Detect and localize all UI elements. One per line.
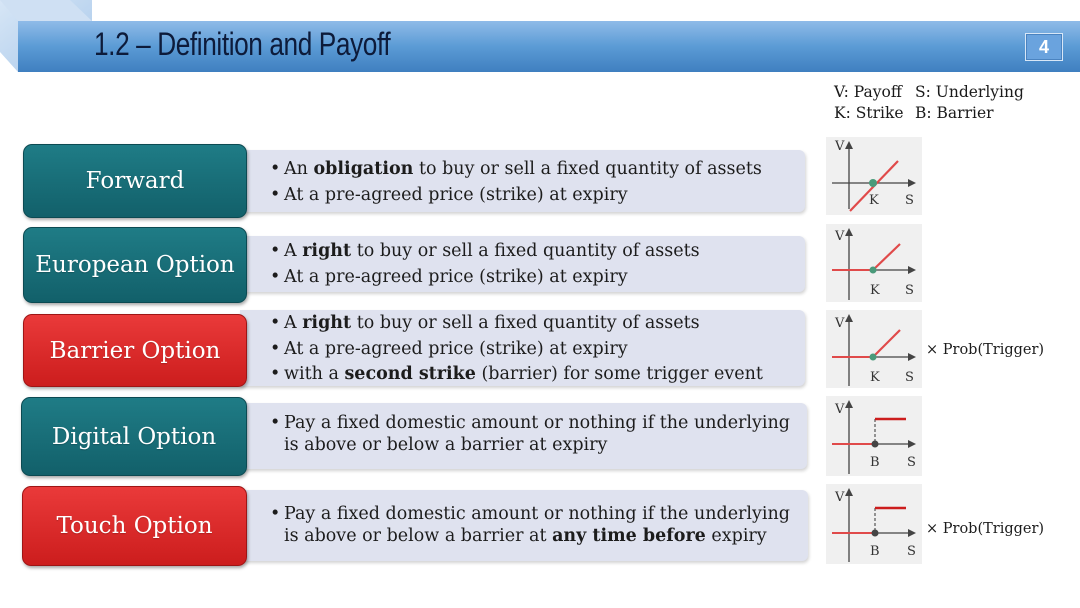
chart-s-label: S <box>905 283 914 298</box>
forward-label: Forward <box>23 144 247 218</box>
digital-payoff-chart <box>826 396 922 476</box>
barrier-payoff-chart <box>826 310 922 388</box>
chart-s-label: S <box>907 544 916 559</box>
prob-trigger-multiplier: × Prob(Trigger) <box>926 521 1045 537</box>
digital-description <box>240 403 807 469</box>
touch-option-label: Touch Option <box>22 486 247 566</box>
chart-k-label: K <box>870 283 880 298</box>
chart-v-label: V <box>835 316 845 331</box>
page-title: 1.2 – Definition and Payoff <box>94 26 391 62</box>
page-number: 4 <box>1025 33 1063 61</box>
chart-b-label: B <box>870 544 880 559</box>
chart-v-label: V <box>835 402 845 417</box>
forward-description <box>240 150 805 212</box>
legend <box>834 82 1024 124</box>
slide-header <box>0 0 1080 72</box>
forward-payoff-chart <box>826 137 922 215</box>
list-item: • A right to buy or sell a fixed quantity of assets <box>268 311 805 337</box>
barrier-option-label: Barrier Option <box>23 314 247 387</box>
list-item: • Pay a fixed domestic amount or nothing if the underlying is above or below a barrier at expiry <box>268 413 791 456</box>
legend-b: B: Barrier <box>915 104 994 122</box>
list-item: • Pay a fixed domestic amount or nothing if the underlying is above or below a barrier at any time before expiry <box>268 504 792 547</box>
chart-v-label: V <box>835 139 845 154</box>
list-item: • with a second strike (barrier) for some trigger event <box>268 362 805 388</box>
legend-s: S: Underlying <box>915 83 1024 101</box>
list-item: • An obligation to buy or sell a fixed quantity of assets <box>268 157 805 183</box>
legend-v: V: Payoff <box>834 83 902 101</box>
chart-b-label: B <box>870 455 880 470</box>
list-item: • At a pre-agreed price (strike) at expiry <box>268 265 805 291</box>
chart-s-label: S <box>905 193 914 208</box>
touch-description <box>240 490 808 561</box>
european-payoff-chart <box>826 224 922 302</box>
chart-v-label: V <box>835 229 845 244</box>
european-option-label: European Option <box>23 227 247 303</box>
list-item: • At a pre-agreed price (strike) at expiry <box>268 183 805 209</box>
prob-trigger-multiplier: × Prob(Trigger) <box>926 342 1045 358</box>
list-item: • At a pre-agreed price (strike) at expiry <box>268 337 805 363</box>
legend-k: K: Strike <box>834 104 904 122</box>
chart-s-label: S <box>907 455 916 470</box>
barrier-description <box>240 310 805 386</box>
chart-v-label: V <box>835 490 845 505</box>
european-description <box>240 236 805 292</box>
chart-k-label: K <box>869 193 879 208</box>
list-item: • A right to buy or sell a fixed quantity of assets <box>268 239 805 265</box>
touch-payoff-chart <box>826 484 922 564</box>
digital-option-label: Digital Option <box>21 397 247 476</box>
chart-k-label: K <box>870 370 880 385</box>
chart-s-label: S <box>905 370 914 385</box>
